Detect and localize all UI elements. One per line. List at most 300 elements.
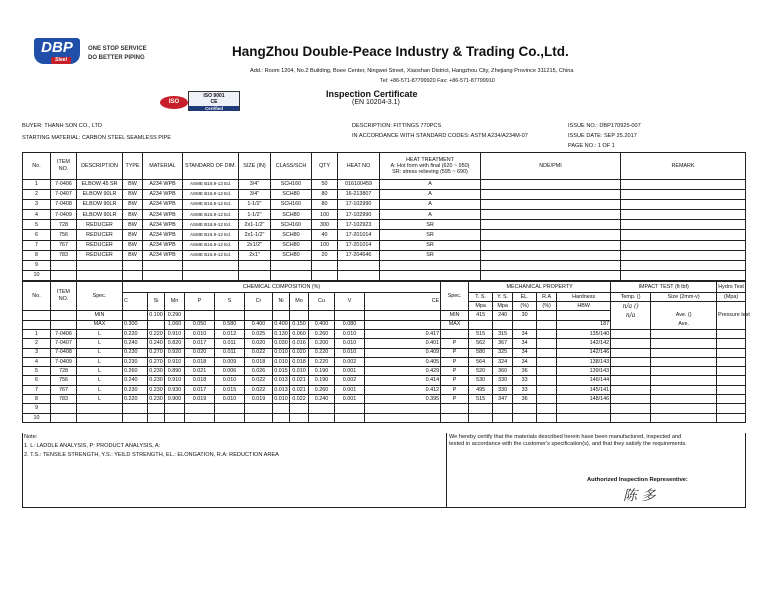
cell-p: 0.019 [185,395,215,404]
table-row [23,339,746,348]
cell-mo [290,404,309,413]
cell-hydro [717,376,746,385]
cell-c: 0.220 [123,395,148,404]
cell-v: 0.010 [335,339,365,348]
cell-p [185,413,215,422]
heat-treatment-title: HEAT TREATMENT [406,156,454,163]
cell-remark [621,230,746,240]
table-row [23,413,746,422]
cell-item: 728 [51,220,77,230]
company-address: Add.: Room 1204, No.2 Building, Boee Center, Ningwei Street, Xiaoshan District, Hangzhou City, Zhejiang Province 311215, China [250,68,574,74]
th2-ce: CE [365,293,441,311]
cell-no: 6 [23,230,51,240]
slogan-line-2: DO BETTER PIPING [88,55,145,61]
note-line-1: 1. L: LADDLE ANALYSIS, P: PRODUCT ANALYSIS, A: [24,443,161,449]
cell-c: 0.300 [123,320,148,329]
cell-el: 34 [513,330,537,339]
cell-mn: 0.910 [165,357,185,366]
cell-spec2: MIN [441,311,469,320]
cell-v [335,404,365,413]
impact-ave: Ave. () [675,312,692,318]
cell-si: 0.230 [149,368,163,375]
th2-c: C [123,293,148,311]
cell-ht: A [380,200,481,210]
hydro-cell [717,302,750,330]
cell-ce: 0.412 [365,385,441,394]
cell-no: 10 [23,413,51,422]
certification-statement [447,433,745,450]
page-no: PAGE NO.: 1 OF 1 [568,143,615,149]
cell-s [215,404,245,413]
cell-std: ASME B16.9-12 Ed. [183,190,239,200]
cell-c: 0.230 [123,385,148,394]
cell-ys: 330 [493,385,513,394]
impact-handwritten-2: n/a [625,312,636,319]
cell-s: 0.006 [215,367,245,376]
cell-std [183,260,239,270]
cell-ce [365,413,441,422]
cell-impact-size [651,413,717,422]
th-nde: NDE/PMI [481,153,621,180]
th2-p: P [185,293,215,311]
cell-item [51,260,77,270]
cell-ni [273,311,290,320]
heat-treatment-sr: SR: stress relieving (595 ~ 690) [392,169,468,176]
cell-mat: A234 WPB [143,200,183,210]
cell-hardness: 148/146 [557,395,611,404]
cell-spec: MIN [77,311,123,320]
cell-remark [621,220,746,230]
cell-size [239,270,271,280]
notes-box [22,433,447,508]
cell-spec2: P [441,348,469,357]
cell-hydro [717,385,746,394]
cell-item: 783 [51,250,77,260]
cell-qty: 100 [312,210,338,220]
cell-cr: 0.018 [245,357,273,366]
table-row [23,200,746,210]
cell-spec: L [77,395,123,404]
th2-size: Size (2mm-v) [651,293,717,302]
th-type: TYPE [123,153,143,180]
cell-cr: 0.400 [245,320,273,329]
table-row [23,260,746,270]
cell-si: 0.240 [149,340,163,347]
cell-cr [245,311,273,320]
th-heat-treatment [380,153,481,180]
cell-ts: 520 [469,367,493,376]
cell-impact-size [651,357,717,366]
cell-no: 7 [23,240,51,250]
cell-std: ASME B16.9-12 Ed. [183,210,239,220]
cell-v: 0.002 [335,357,365,366]
cell-hardness: 146/144 [557,376,611,385]
cell-v [335,311,365,320]
cell-p: 0.018 [185,357,215,366]
cell-impact-size [651,367,717,376]
cell-hydro [717,357,746,366]
cell-cu: 0.200 [309,339,335,348]
cell-spec2 [441,413,469,422]
cell-v: 0.002 [335,376,365,385]
cell-cr: 0.022 [245,348,273,357]
cell-heat: 16-213807 [338,190,380,200]
cell-item: 7-0408 [51,348,77,357]
cell-hardness [557,404,611,413]
cell-cls [271,270,312,280]
cell-cu: 0.220 [309,348,335,357]
cell-impact-size [651,404,717,413]
th-size: SIZE (IN) [239,153,271,180]
cell-si [148,404,165,413]
starting-material: STARTING MATERIAL: CARBON STEEL SEAMLESS PIPE [22,135,171,141]
cell-ts [469,320,493,329]
cell-cls: SCH160 [271,200,312,210]
table-row [23,220,746,230]
cell-ht: SR [380,220,481,230]
cell-p: 0.020 [185,348,215,357]
standard-codes: IN ACCORDANCE WITH STANDARD CODES: ASTM A234/A234M-07 [352,133,528,139]
cell-nde [481,270,621,280]
cell-ht: SR [380,240,481,250]
th-material: MATERIAL [143,153,183,180]
certification-box [447,433,746,508]
th2-cr: Cr [245,293,273,311]
cell-qty: 80 [312,200,338,210]
cell-v: 0.001 [335,385,365,394]
cell-spec2: P [441,367,469,376]
cell-item: 7-0409 [51,357,77,366]
cell-size: 3/4" [239,180,271,190]
cell-si: 0.270 [149,349,163,356]
cell-hydro [717,404,746,413]
cell-spec2 [441,404,469,413]
cell-si: 0.230 [149,395,163,402]
cell-no: 3 [23,200,51,210]
cell-size: 2x1-1/2" [239,230,271,240]
cell-size: 2x1-1/2" [239,220,271,230]
cell-type: BW [123,220,143,230]
table-row [23,210,746,220]
cell-hardness: 135/140 [557,330,611,339]
cell-ni [273,413,290,422]
cell-el: 34 [513,348,537,357]
cell-no: 3 [23,348,51,357]
cell-item: 756 [51,230,77,240]
logo-sub: Steel [51,57,71,64]
table-row [23,250,746,260]
cell-heat [338,270,380,280]
th2-ni: Ni [273,293,290,311]
issue-date: ISSUE DATE: SEP 25.2017 [568,133,637,139]
cell-impact-size [651,385,717,394]
cell-no: 1 [23,180,51,190]
table-row [23,180,746,190]
cell-p: 0.021 [185,367,215,376]
cell-ni: 0.013 [274,386,288,393]
cell-impact-temp [611,367,651,376]
cell-no: 5 [23,367,51,376]
cell-mo: 0.021 [290,385,309,394]
cell-mn [165,413,185,422]
cell-cls: SCH80 [271,250,312,260]
cell-item: 7-0407 [51,190,77,200]
cell-desc [77,260,123,270]
table-row [23,357,746,366]
cell-el: 30 [513,311,537,320]
impact-handwritten-1: n/a () [622,303,639,310]
cell-no: 5 [23,220,51,230]
cell-si: 0.100 [148,311,165,320]
cell-size: 1-1/2" [239,200,271,210]
cell-el: 36 [513,367,537,376]
cell-spec2: P [441,376,469,385]
cell-item: 7-0406 [51,180,77,190]
th2-no: No. [23,282,51,311]
cell-desc: ELBOW 90LR [77,210,123,220]
table-row [23,230,746,240]
cell-qty: 20 [312,250,338,260]
cell-ce: 0.414 [365,376,441,385]
cell-no: 9 [23,260,51,270]
cell-size: 3/4" [239,190,271,200]
cell-hydro [717,395,746,404]
certificate-title: Inspection Certificate [326,89,418,99]
cell-qty: 50 [312,180,338,190]
cell-desc: REDUCER [77,240,123,250]
cell-p [185,311,215,320]
cell-heat: 17-204646 [338,250,380,260]
cell-ht: A [380,180,481,190]
th2-chem: CHEMICAL COMPOSITION (%) [123,282,441,293]
cell-heat: 17-102990 [338,210,380,220]
cell-heat: 17-102990 [338,200,380,210]
cell-remark [621,190,746,200]
iso-certified-box [188,91,240,111]
cell-cu: 0.220 [309,357,335,366]
cell-ra [537,376,557,385]
cell-qty: 100 [312,240,338,250]
company-logo [34,38,80,64]
th-no: No. [23,153,51,180]
cell-item [51,404,77,413]
cell-spec2 [441,330,469,339]
cell-s: 0.011 [215,348,245,357]
cell-type: BW [123,240,143,250]
impact-ave-2: Ave. [678,321,689,327]
cell-ni [273,404,290,413]
cell-ce: 0.405 [365,357,441,366]
cell-mat: A234 WPB [143,240,183,250]
cell-mo: 0.150 [290,320,309,329]
cell-desc: ELBOW 45 SR [77,180,123,190]
cell-spec [77,413,123,422]
cell-ys [493,413,513,422]
iso-certification-badge [160,91,246,111]
th2-si: Si [148,293,165,311]
cell-cr: 0.026 [245,367,273,376]
cell-ys [493,404,513,413]
cell-ni: 0.010 [274,349,288,356]
cell-mo: 0.018 [290,357,309,366]
cell-desc: REDUCER [77,250,123,260]
cell-impact-size [651,348,717,357]
cell-ys: 315 [493,330,513,339]
cell-desc: REDUCER [77,220,123,230]
table-row [23,240,746,250]
cell-mat: A234 WPB [143,250,183,260]
cell-cls: SCH80 [271,240,312,250]
cell-cu [309,404,335,413]
cell-v: 0.080 [335,320,365,329]
cell-size: 2x1/2" [239,240,271,250]
th-standard: STANDARD OF DIM. [183,153,239,180]
cell-ce: 0.429 [365,367,441,376]
cell-spec2: P [441,385,469,394]
cell-mn: 0.900 [165,395,185,404]
table-row [23,330,746,339]
cell-type: BW [123,200,143,210]
table-row [23,404,746,413]
cell-cr: 0.019 [245,395,273,404]
cell-ce [365,311,441,320]
table-row [23,348,746,357]
cell-s [215,311,245,320]
cell-impact-temp [611,385,651,394]
cell-desc [77,270,123,280]
th2-hardness-unit: HBW [557,302,611,311]
cell-qty: 40 [312,230,338,240]
th-qty: QTY [312,153,338,180]
cell-si [148,413,165,422]
cell-spec2: MAX [441,320,469,329]
cell-hydro [717,367,746,376]
cell-no: 6 [23,376,51,385]
cell-item: 7-0408 [51,200,77,210]
table-row [23,385,746,394]
cell-ht [380,270,481,280]
cell-nde [481,210,621,220]
cell-ys: 330 [493,376,513,385]
cell-s: 0.012 [215,330,245,339]
th-remark: REMARK [621,153,746,180]
cell-ht: SR [380,230,481,240]
cell-std: ASME B16.9-12 Ed. [183,250,239,260]
cell-ts: 562 [469,339,493,348]
cell-ys: 324 [493,357,513,366]
th2-mo: Mo [290,293,309,311]
cell-ra [537,357,557,366]
cell-ys: 360 [493,367,513,376]
cell-spec: L [77,348,123,357]
th-description: DESCRIPTION [77,153,123,180]
cell-type [123,260,143,270]
cell-no: 1 [23,330,51,339]
cell-c [123,404,148,413]
cell-hardness: 142/146 [557,348,611,357]
cell-ni: 0.010 [274,358,288,365]
cell-cr: 0.020 [245,339,273,348]
th2-hydro: Hydro Test [717,282,746,293]
cell-c: 0.230 [123,348,148,357]
cell-nde [481,220,621,230]
cell-spec: L [77,376,123,385]
cell-s: 0.015 [215,385,245,394]
table-row [23,376,746,385]
cell-impact-temp [611,339,651,348]
cell-mn: 0.910 [165,376,185,385]
issue-no: ISSUE NO.: DBP170925-007 [568,123,641,129]
cell-spec: L [77,339,123,348]
cell-el [513,404,537,413]
cell-type: BW [123,210,143,220]
cell-spec2: P [441,339,469,348]
cell-hardness: 139/143 [557,367,611,376]
cell-el: 33 [513,376,537,385]
cell-impact-size [651,376,717,385]
cell-cls: SCH160 [271,180,312,190]
cell-cls: SCH80 [271,230,312,240]
cell-impact-temp [611,376,651,385]
cell-p: 0.018 [185,376,215,385]
cell-hardness [557,413,611,422]
cell-item: 7-0409 [51,210,77,220]
cell-p: 0.017 [185,339,215,348]
th2-v: V [335,293,365,311]
cell-ra [537,413,557,422]
table-row [23,395,746,404]
cell-ni: 0.010 [274,395,288,402]
cell-hardness: 142/142 [557,339,611,348]
test-table [22,281,750,423]
cell-ni: 0.130 [274,330,288,337]
cell-mo: 0.060 [290,330,309,339]
cell-c: 0.260 [123,367,148,376]
cell-s: 0.010 [215,376,245,385]
product-table [22,152,746,281]
cell-mo [290,311,309,320]
cell-cr: 0.022 [245,385,273,394]
th2-mn: Mn [165,293,185,311]
cell-cu: 0.260 [309,330,335,339]
cell-item: 756 [51,376,77,385]
cell-spec: L [77,330,123,339]
cell-mat: A234 WPB [143,230,183,240]
impact-temp-cell [611,302,651,330]
cell-no: 9 [23,404,51,413]
buyer: BUYER: THANH SON CO., LTD [22,123,102,129]
cell-ts: 415 [469,311,493,320]
cell-cu: 0.190 [309,376,335,385]
certificate-subtitle: (EN 10204-3.1) [352,99,400,106]
cell-mn: 0.920 [165,348,185,357]
cell-nde [481,260,621,270]
cell-ts: 580 [469,348,493,357]
iso-line-1: ISO 9001 [203,93,225,99]
cell-ce: 0.409 [365,348,441,357]
cell-c: 0.240 [123,376,148,385]
cell-ra [537,385,557,394]
cell-el: 33 [513,385,537,394]
th2-hydro-unit: (Mpa) [717,293,746,302]
company-name: HangZhou Double-Peace Industry & Trading Co.,Ltd. [232,44,569,59]
cell-cu: 0.400 [309,320,335,329]
cell-mat: A234 WPB [143,210,183,220]
table-row [23,190,746,200]
cell-spec2: P [441,357,469,366]
cell-heat [338,260,380,270]
th2-spec2: Spec. [441,282,469,311]
